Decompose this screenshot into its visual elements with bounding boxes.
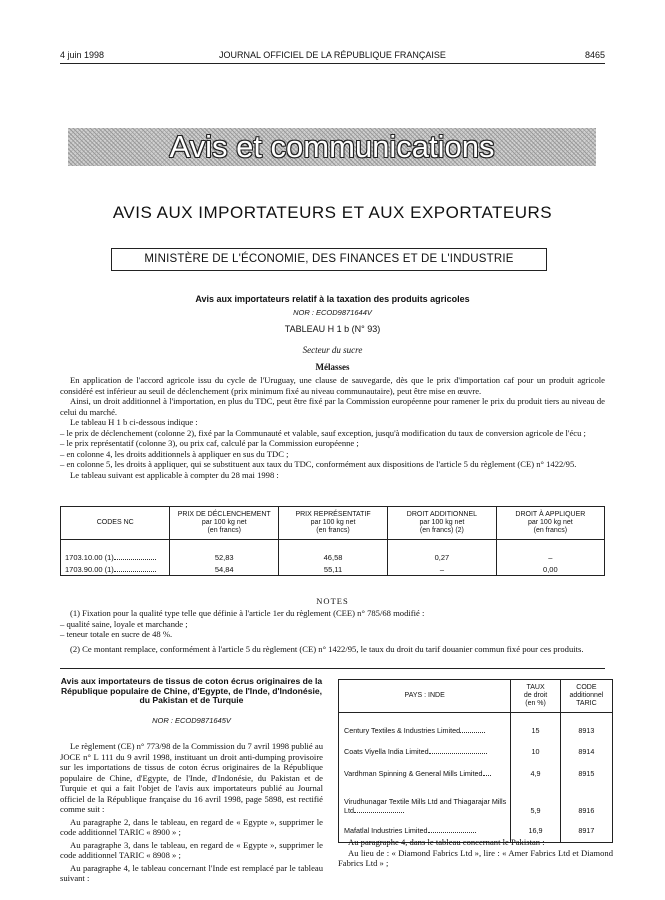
notes-body [60,608,605,654]
col-header: CODES NC [61,507,170,540]
table-row [339,713,613,741]
prices-table [60,506,605,576]
table-cell: 10 [511,741,560,763]
notice2-nor: NOR : ECOD9871645V [152,716,231,725]
table-cell: 8913 [560,713,612,741]
table-cell: 1703.90.00 (1) [61,563,170,576]
table-row [61,551,605,563]
table-cell: Virudhunagar Textile Mills Ltd and Thiagarajar Mills Ltd [339,785,511,819]
paragraph: Au lieu de : « Diamond Fabrics Ltd », lire : « Amer Fabrics Ltd et Diamond Fabrics Ltd » ; [338,847,613,868]
table-cell: 8915 [560,763,612,785]
notice2-body-continued [338,837,613,869]
paragraph: Au paragraphe 4, le tableau concernant l'Inde est remplacé par le tableau suivant : [60,862,323,883]
table-cell: 54,84 [170,563,279,576]
table-cell: 8914 [560,741,612,763]
notice1-body [60,375,605,480]
note: – qualité saine, loyale et marchande ; [60,618,188,629]
col-header: DROIT À APPLIQUER par 100 kg net (en francs) [496,507,604,540]
table-cell: 52,83 [170,551,279,563]
section-banner [68,128,596,166]
table-cell: Coats Viyella India Limited [339,741,511,763]
india-duties-table [338,679,613,843]
col-header: CODE additionnel TARIC [560,680,612,713]
paragraph: Ainsi, un droit additionnel à l'importation, en plus du TDC, peut être fixé par la Commission européenne pour ramener le prix du produit tiers au niveau de celui du marché. [60,396,605,417]
table-cell: 55,11 [278,563,387,576]
col-header: PRIX REPRÉSENTATIF par 100 kg net (en francs) [278,507,387,540]
table-cell: 5,9 [511,785,560,819]
paragraph: Au paragraphe 3, dans le tableau, en regard de « Egypte », supprimer le code additionnel TARIC « 8908 » ; [60,839,323,860]
header-rule [60,63,605,64]
ministry-box: MINISTÈRE DE L'ÉCONOMIE, DES FINANCES ET DE L'INDUSTRIE [111,248,547,271]
notice1-title: Avis aux importateurs relatif à la taxation des produits agricoles [195,294,470,304]
table-cell: Century Textiles & Industries Limited [339,713,511,741]
table-row [339,785,613,819]
notice2-title: Avis aux importateurs de tissus de coton écrus originaires de la République populaire de Chine, d'Egypte, de l'Inde, d'Indonésie, du Pakistan et de Turquie [60,676,323,706]
col-header: PRIX DE DÉCLENCHEMENT par 100 kg net (en francs) [170,507,279,540]
table-row [339,763,613,785]
col-header: TAUX de droit (en %) [511,680,560,713]
col-header: PAYS : INDE [339,680,511,713]
table-cell: 8916 [560,785,612,819]
table-cell: – [496,551,604,563]
paragraph: Le règlement (CE) n° 773/98 de la Commission du 7 avril 1998 publié au JOCE n° L 111 du 9 avril 1998, instituant un droit anti-dumping provisoire sur les importations de tissus de coton écrus originaires de la République populaire de Chine, d'Egypte, de l'Inde, d'Indonésie, du Pakistan et de Turquie et qui a fait l'objet de l'avis aux importateurs publié au Journal officiel de la République française du 16 avril 1998, page 5898, est rectifié comme suit : [60,741,323,814]
notice1-heading: Mélasses [315,362,350,372]
table-cell: 46,58 [278,551,387,563]
table-header-row [339,680,613,713]
notice1-nor: NOR : ECOD9871644V [293,308,372,317]
paragraph: En application de l'accord agricole issu du cycle de l'Uruguay, une clause de sauvegarde, dès que le prix d'importation caf pour un produit agricole considéré est inférieur au seuil de déclenchement (prix minimum fixé au niveau communautaire), peut être mise en œuvre. [60,375,605,396]
notice2-body [60,741,323,884]
list-item: – le prix représentatif (colonne 3), ou prix caf, calculé par la Commission européenne ; [60,438,359,448]
note: (2) Ce montant remplace, conformément à l'article 5 du règlement (CE) n° 1422/95, le taux du droit du tarif douanier commun fixé pour ces produits. [70,643,584,654]
table-cell: 8917 [560,819,612,843]
table-cell: 15 [511,713,560,741]
notes-title: NOTES [316,596,349,606]
table-cell: 0,27 [388,551,497,563]
header-journal: JOURNAL OFFICIEL DE LA RÉPUBLIQUE FRANÇAISE [219,50,446,60]
table-row [61,563,605,576]
col-header: DROIT ADDITIONNEL par 100 kg net (en francs) (2) [388,507,497,540]
paragraph: Le tableau H 1 b ci-dessous indique : [70,417,198,427]
table-cell: 0,00 [496,563,604,576]
table-cell: – [388,563,497,576]
list-item: – en colonne 4, les droits additionnels à appliquer en sus du TDC ; [60,448,289,459]
table-cell: 4,9 [511,763,560,785]
list-item: – le prix de déclenchement (colonne 2), fixé par la Communauté et valable, sauf exception, jusqu'à modification du taux de conversion agricole de l'écu ; [60,427,586,438]
table-cell: 1703.10.00 (1) [61,551,170,563]
page-title: AVIS AUX IMPORTATEURS ET AUX EXPORTATEURS [112,203,553,222]
notice1-tableau: TABLEAU H 1 b (N° 93) [284,324,381,334]
header-page-number: 8465 [584,50,605,60]
paragraph: Le tableau suivant est applicable à compter du 28 mai 1998 : [70,469,279,480]
note: (1) Fixation pour la qualité type telle que définie à l'article 1er du règlement (CEE) n° 785/68 modifié : [70,608,425,618]
list-item: – en colonne 5, les droits à appliquer, qui se substituent aux taux du TDC, conformément aux dispositions de l'article 5 du règlement (CE) n° 1422/95. [60,459,577,469]
notice1-sector: Secteur du sucre [302,345,363,355]
table-cell: Mafatlal Industries Limited [339,819,511,843]
header-date: 4 juin 1998 [60,50,105,60]
table-header-row [61,507,605,540]
section-rule [60,668,605,669]
paragraph: Au paragraphe 4, dans le tableau concernant le Pakistan : [348,837,545,847]
table-row [339,741,613,763]
table-cell: Vardhman Spinning & General Mills Limited [339,763,511,785]
table-cell: 16,9 [511,819,560,843]
note: – teneur totale en sucre de 48 %. [60,629,173,639]
paragraph: Au paragraphe 2, dans le tableau, en regard de « Egypte », supprimer le code additionnel TARIC « 8900 » ; [60,816,323,837]
banner-title: Avis et communications [169,129,495,164]
